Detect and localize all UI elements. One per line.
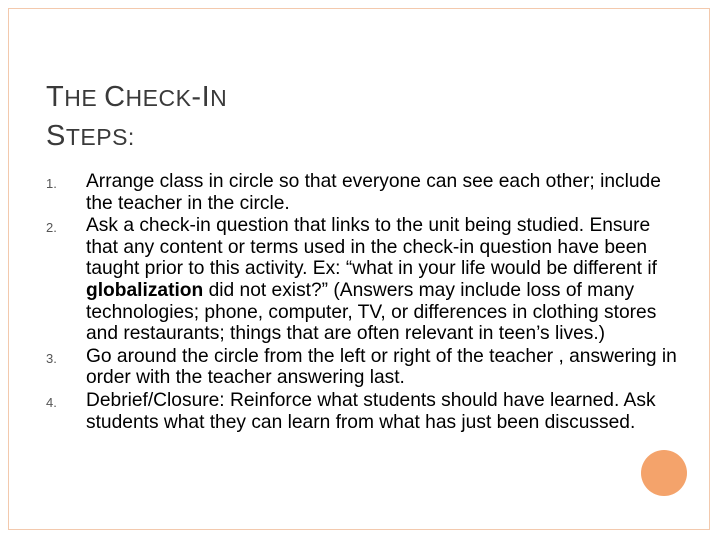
step-item-4 xyxy=(46,390,686,433)
title-cap-t: T xyxy=(46,81,65,113)
step-text-continued: did not exist?” (Answers may include loss of many technologies; phone, computer, TV, or differences in clothing stores and restaurants; things that are often relevant in teen’s lives.) xyxy=(86,279,657,345)
slide-title xyxy=(46,78,446,156)
step-bold-term: globalization xyxy=(86,279,204,301)
title-text-he: HE xyxy=(64,85,105,111)
step-item-2 xyxy=(46,215,686,345)
step-number: 4. xyxy=(46,394,57,410)
steps-list xyxy=(46,171,686,434)
step-item-1 xyxy=(46,171,686,214)
step-number: 3. xyxy=(46,350,57,366)
title-dash: - xyxy=(191,81,202,113)
step-text: Arrange class in circle so that everyone can see each other; include the teacher in the circle. xyxy=(86,171,661,214)
title-text-n: N xyxy=(210,85,228,111)
step-text: Debrief/Closure: Reinforce what students should have learned. Ask students what they can learn from what has just been discussed. xyxy=(86,389,656,433)
title-cap-c: C xyxy=(104,81,126,113)
step-text: Go around the circle from the left or right of the teacher , answering in order with the teacher answering last. xyxy=(86,345,677,389)
title-text-heck: HECK xyxy=(125,85,192,111)
title-cap-i: I xyxy=(201,81,211,113)
step-number: 2. xyxy=(46,220,57,236)
title-cap-s: S xyxy=(46,120,66,152)
step-text: Ask a check-in question that links to the unit being studied. Ensure that any content or terms used in the check-in question have been taught prior to this activity. Ex: “what in your life would be different if xyxy=(86,215,657,280)
title-line-2 xyxy=(46,117,446,156)
title-text-teps: TEPS: xyxy=(65,124,135,150)
title-line-1 xyxy=(46,78,446,117)
step-number: 1. xyxy=(46,176,57,191)
accent-circle xyxy=(641,450,687,496)
step-item-3 xyxy=(46,346,686,389)
